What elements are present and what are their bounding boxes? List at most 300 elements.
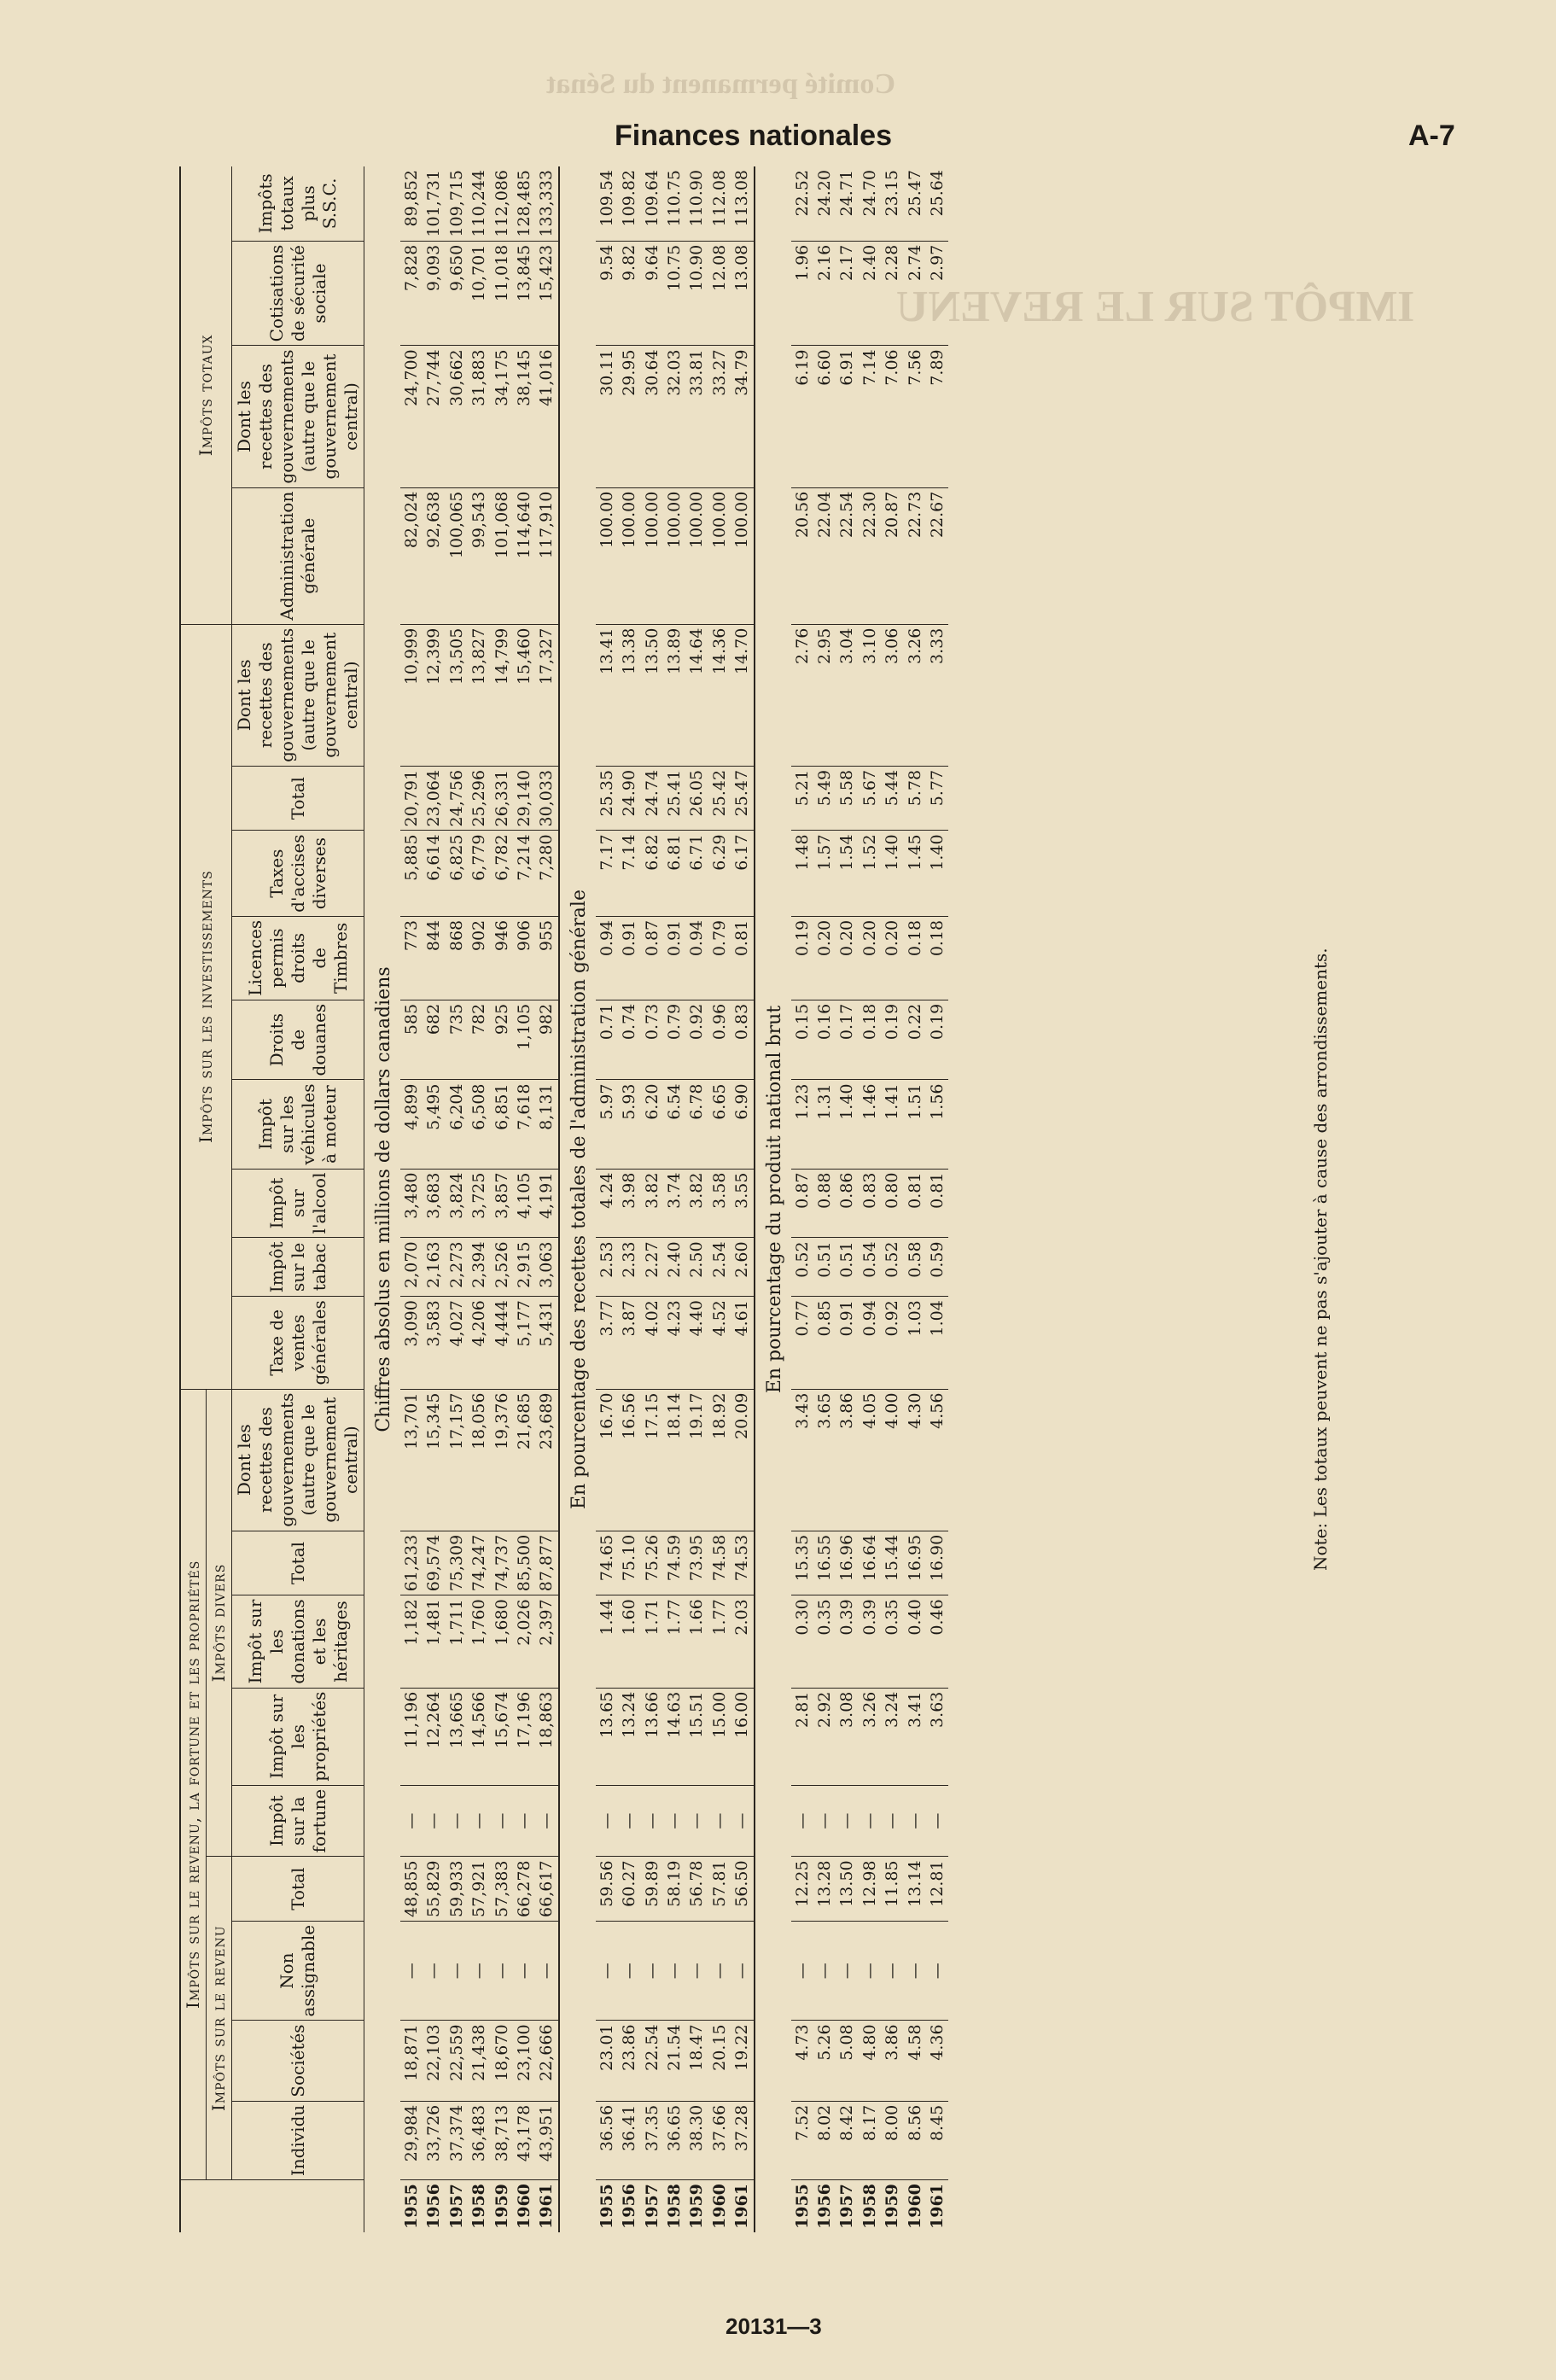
- value-cell: 925: [491, 1000, 513, 1080]
- value-cell: —: [618, 1921, 640, 2021]
- value-cell: 4.52: [708, 1297, 731, 1389]
- value-cell: 34.79: [731, 346, 754, 487]
- table-row: [400, 166, 423, 2232]
- table-row: [535, 166, 558, 2232]
- value-cell: 3,725: [468, 1169, 490, 1238]
- value-cell: 0.91: [836, 1297, 858, 1389]
- value-cell: 844: [423, 916, 445, 1000]
- year-cell: 1959: [687, 2184, 707, 2229]
- value-cell: 13.50: [641, 624, 663, 766]
- value-cell: 56.78: [685, 1857, 708, 1921]
- value-cell: 128,485: [513, 166, 535, 241]
- value-cell: 25.64: [926, 166, 948, 241]
- value-cell: —: [813, 1921, 836, 2021]
- value-cell: 60.27: [618, 1857, 640, 1921]
- value-cell: 33,726: [423, 2101, 445, 2179]
- value-cell: 3.06: [881, 624, 903, 766]
- value-cell: 6.19: [791, 346, 813, 487]
- value-cell: 3.87: [618, 1297, 640, 1389]
- value-cell: 0.58: [904, 1238, 926, 1297]
- value-cell: 4.73: [791, 2021, 813, 2101]
- value-cell: 61,233: [400, 1531, 423, 1595]
- value-cell: 15,423: [535, 241, 558, 346]
- value-cell: 59,933: [446, 1857, 468, 1921]
- value-cell: —: [423, 1785, 445, 1857]
- value-cell: 4.23: [663, 1297, 685, 1389]
- value-cell: 100.00: [596, 487, 618, 624]
- section-header-row: [364, 166, 400, 2232]
- value-cell: —: [446, 1785, 468, 1857]
- value-cell: 1.57: [813, 831, 836, 916]
- value-cell: 1.77: [708, 1595, 731, 1688]
- value-cell: 33.27: [708, 346, 731, 487]
- value-cell: 109.82: [618, 166, 640, 241]
- value-cell: 16.64: [859, 1531, 881, 1595]
- value-cell: 24.20: [813, 166, 836, 241]
- table-row: [491, 166, 513, 2232]
- value-cell: 1.23: [791, 1080, 813, 1169]
- value-cell: 21,685: [513, 1389, 535, 1531]
- value-cell: 12,399: [423, 624, 445, 766]
- value-cell: 14,799: [491, 624, 513, 766]
- value-cell: 2.17: [836, 241, 858, 346]
- value-cell: 100.00: [685, 487, 708, 624]
- value-cell: 1,481: [423, 1595, 445, 1688]
- col-header-fortune: Impôt sur la fortune: [232, 1785, 364, 1857]
- value-cell: 2.53: [596, 1238, 618, 1297]
- value-cell: 2,026: [513, 1595, 535, 1688]
- value-cell: 16.96: [836, 1531, 858, 1595]
- value-cell: 3.74: [663, 1169, 685, 1238]
- year-cell: 1961: [732, 2184, 752, 2229]
- value-cell: 2,163: [423, 1238, 445, 1297]
- value-cell: 6,204: [446, 1080, 468, 1169]
- value-cell: 16.90: [926, 1531, 948, 1595]
- value-cell: 7.14: [859, 346, 881, 487]
- value-cell: 1.60: [618, 1595, 640, 1688]
- value-cell: 7.89: [926, 346, 948, 487]
- value-cell: 1,711: [446, 1595, 468, 1688]
- value-cell: 3.82: [685, 1169, 708, 1238]
- value-cell: 13.08: [731, 241, 754, 346]
- value-cell: 5.44: [881, 766, 903, 830]
- value-cell: 5.49: [813, 766, 836, 830]
- year-cell: 1961: [927, 2184, 947, 2229]
- value-cell: 1.96: [791, 241, 813, 346]
- table-row: [731, 166, 754, 2232]
- value-cell: 13.66: [641, 1688, 663, 1785]
- value-cell: 735: [446, 1000, 468, 1080]
- value-cell: 0.59: [926, 1238, 948, 1297]
- value-cell: —: [731, 1921, 754, 2021]
- value-cell: 3.33: [926, 624, 948, 766]
- section-title: Chiffres absolus en millions de dollars canadiens: [373, 966, 394, 1432]
- value-cell: 0.81: [926, 1169, 948, 1238]
- col-header-total-inv: Total: [232, 766, 364, 830]
- value-cell: 22.67: [926, 487, 948, 624]
- value-cell: 1.40: [836, 1080, 858, 1169]
- value-cell: 0.79: [708, 916, 731, 1000]
- value-cell: 7,828: [400, 241, 423, 346]
- value-cell: 6,508: [468, 1080, 490, 1169]
- value-cell: 74,737: [491, 1531, 513, 1595]
- value-cell: —: [641, 1785, 663, 1857]
- year-cell: 1955: [792, 2184, 812, 2229]
- value-cell: 24.90: [618, 766, 640, 830]
- col-header-societes: Sociétés: [232, 2021, 364, 2101]
- value-cell: —: [926, 1921, 948, 2021]
- value-cell: 57,383: [491, 1857, 513, 1921]
- value-cell: 15,674: [491, 1688, 513, 1785]
- value-cell: —: [813, 1785, 836, 1857]
- value-cell: 5.93: [618, 1080, 640, 1169]
- value-cell: 6.91: [836, 346, 858, 487]
- value-cell: 0.19: [881, 1000, 903, 1080]
- value-cell: 5,177: [513, 1297, 535, 1389]
- value-cell: 17.15: [641, 1389, 663, 1531]
- value-cell: 37.35: [641, 2101, 663, 2179]
- value-cell: 16.00: [731, 1688, 754, 1785]
- table-row: [791, 166, 813, 2232]
- year-cell: 1956: [620, 2184, 639, 2229]
- value-cell: 17,327: [535, 624, 558, 766]
- value-cell: 955: [535, 916, 558, 1000]
- value-cell: 13.41: [596, 624, 618, 766]
- value-cell: 18,871: [400, 2021, 423, 2101]
- value-cell: 3.82: [641, 1169, 663, 1238]
- value-cell: 13.28: [813, 1857, 836, 1921]
- value-cell: 1,105: [513, 1000, 535, 1080]
- value-cell: 41,016: [535, 346, 558, 487]
- value-cell: —: [423, 1921, 445, 2021]
- value-cell: 25.41: [663, 766, 685, 830]
- value-cell: 3.58: [708, 1169, 731, 1238]
- value-cell: 0.73: [641, 1000, 663, 1080]
- value-cell: —: [400, 1785, 423, 1857]
- year-cell: 1960: [514, 2184, 533, 2229]
- value-cell: 0.20: [881, 916, 903, 1000]
- value-cell: 0.74: [618, 1000, 640, 1080]
- value-cell: 6.65: [708, 1080, 731, 1169]
- value-cell: 25.42: [708, 766, 731, 830]
- value-cell: 11.85: [881, 1857, 903, 1921]
- value-cell: 3.55: [731, 1169, 754, 1238]
- value-cell: 0.20: [859, 916, 881, 1000]
- value-cell: 37.66: [708, 2101, 731, 2179]
- value-cell: 3.65: [813, 1389, 836, 1531]
- value-cell: 4.80: [859, 2021, 881, 2101]
- group-header-sur-revenu: Impôts sur le revenu: [207, 1857, 232, 2180]
- value-cell: 100,065: [446, 487, 468, 624]
- value-cell: 13.24: [618, 1688, 640, 1785]
- value-cell: 18.92: [708, 1389, 731, 1531]
- value-cell: 6.60: [813, 346, 836, 487]
- value-cell: 2.27: [641, 1238, 663, 1297]
- table-row: [813, 166, 836, 2232]
- group-header-totaux: Impôts totaux: [180, 166, 232, 624]
- col-header-dont-inv: Dont les recettes des gouvernements (autre que le gouvernement central): [232, 624, 364, 766]
- value-cell: 8.17: [859, 2101, 881, 2179]
- value-cell: 18.14: [663, 1389, 685, 1531]
- value-cell: 14.36: [708, 624, 731, 766]
- value-cell: 3.63: [926, 1688, 948, 1785]
- value-cell: 92,638: [423, 487, 445, 624]
- table-row: [513, 166, 535, 2232]
- value-cell: 22,559: [446, 2021, 468, 2101]
- value-cell: 14,566: [468, 1688, 490, 1785]
- value-cell: 29,140: [513, 766, 535, 830]
- value-cell: 2.74: [904, 241, 926, 346]
- value-cell: 32.03: [663, 346, 685, 487]
- value-cell: —: [513, 1785, 535, 1857]
- value-cell: 4.36: [926, 2021, 948, 2101]
- value-cell: 9,093: [423, 241, 445, 346]
- value-cell: 9,650: [446, 241, 468, 346]
- value-cell: 5.58: [836, 766, 858, 830]
- value-cell: 0.52: [791, 1238, 813, 1297]
- value-cell: 58.19: [663, 1857, 685, 1921]
- value-cell: 66,617: [535, 1857, 558, 1921]
- value-cell: 36.65: [663, 2101, 685, 2179]
- value-cell: 69,574: [423, 1531, 445, 1595]
- value-cell: 87,877: [535, 1531, 558, 1595]
- value-cell: 0.71: [596, 1000, 618, 1080]
- value-cell: 0.52: [881, 1238, 903, 1297]
- value-cell: 0.35: [881, 1595, 903, 1688]
- value-cell: 1,760: [468, 1595, 490, 1688]
- value-cell: 0.91: [618, 916, 640, 1000]
- value-cell: 3,857: [491, 1169, 513, 1238]
- value-cell: 5.97: [596, 1080, 618, 1169]
- value-cell: 30,662: [446, 346, 468, 487]
- value-cell: 66,278: [513, 1857, 535, 1921]
- value-cell: 2.40: [859, 241, 881, 346]
- value-cell: 0.16: [813, 1000, 836, 1080]
- value-cell: 24.71: [836, 166, 858, 241]
- value-cell: 113.08: [731, 166, 754, 241]
- value-cell: 30.64: [641, 346, 663, 487]
- value-cell: 21.54: [663, 2021, 685, 2101]
- value-cell: 1.66: [685, 1595, 708, 1688]
- value-cell: 2.92: [813, 1688, 836, 1785]
- value-cell: —: [708, 1785, 731, 1857]
- rotated-table-container: [179, 166, 1314, 2232]
- value-cell: 30.11: [596, 346, 618, 487]
- value-cell: 13.50: [836, 1857, 858, 1921]
- value-cell: 0.77: [791, 1297, 813, 1389]
- value-cell: 3,063: [535, 1238, 558, 1297]
- value-cell: 2.97: [926, 241, 948, 346]
- value-cell: 682: [423, 1000, 445, 1080]
- value-cell: 22.30: [859, 487, 881, 624]
- value-cell: —: [791, 1921, 813, 2021]
- value-cell: 100.00: [663, 487, 685, 624]
- value-cell: 2.54: [708, 1238, 731, 1297]
- value-cell: 6.71: [685, 831, 708, 916]
- value-cell: 1.04: [926, 1297, 948, 1389]
- value-cell: 0.17: [836, 1000, 858, 1080]
- value-cell: 3.43: [791, 1389, 813, 1531]
- value-cell: 13,845: [513, 241, 535, 346]
- value-cell: 3.86: [881, 2021, 903, 2101]
- table-row: [881, 166, 903, 2232]
- value-cell: 22,103: [423, 2021, 445, 2101]
- value-cell: —: [535, 1785, 558, 1857]
- value-cell: 8.02: [813, 2101, 836, 2179]
- value-cell: 16.55: [813, 1531, 836, 1595]
- value-cell: 982: [535, 1000, 558, 1080]
- value-cell: 23,100: [513, 2021, 535, 2101]
- value-cell: 6.20: [641, 1080, 663, 1169]
- value-cell: 22.73: [904, 487, 926, 624]
- value-cell: 110,244: [468, 166, 490, 241]
- value-cell: 43,951: [535, 2101, 558, 2179]
- value-cell: 0.85: [813, 1297, 836, 1389]
- value-cell: 56.50: [731, 1857, 754, 1921]
- value-cell: 4.40: [685, 1297, 708, 1389]
- value-cell: 2,394: [468, 1238, 490, 1297]
- section-header-row: [559, 166, 596, 2232]
- value-cell: 0.35: [813, 1595, 836, 1688]
- year-cell: 1960: [709, 2184, 729, 2229]
- year-cell: 1959: [883, 2184, 902, 2229]
- value-cell: 36,483: [468, 2101, 490, 2179]
- value-cell: 16.56: [618, 1389, 640, 1531]
- value-cell: 25.47: [904, 166, 926, 241]
- year-cell: 1958: [860, 2184, 879, 2229]
- col-header-dont-adm: Dont les recettes des gouvernements (autre que le gouvernement central): [232, 346, 364, 487]
- value-cell: 74.59: [663, 1531, 685, 1595]
- table-row: [708, 166, 731, 2232]
- value-cell: 0.15: [791, 1000, 813, 1080]
- value-cell: 8.00: [881, 2101, 903, 2179]
- value-cell: 36.56: [596, 2101, 618, 2179]
- value-cell: 12.81: [926, 1857, 948, 1921]
- value-cell: 15.44: [881, 1531, 903, 1595]
- value-cell: 1.41: [881, 1080, 903, 1169]
- value-cell: 75.10: [618, 1531, 640, 1595]
- value-cell: 5.21: [791, 766, 813, 830]
- table-row: [423, 166, 445, 2232]
- table-row: [663, 166, 685, 2232]
- value-cell: —: [904, 1921, 926, 2021]
- value-cell: 23,689: [535, 1389, 558, 1531]
- group-header-revenu-fortune: Impôts sur le revenu, la fortune et les propriétés: [180, 1389, 207, 2180]
- value-cell: 5,885: [400, 831, 423, 916]
- value-cell: 30,033: [535, 766, 558, 830]
- value-cell: 23.15: [881, 166, 903, 241]
- col-header-vehicules: Impôt sur les véhicules à moteur: [232, 1080, 364, 1169]
- table-row: [859, 166, 881, 2232]
- col-header-douanes: Droits de douanes: [232, 1000, 364, 1080]
- value-cell: 22.54: [641, 2021, 663, 2101]
- value-cell: 0.94: [596, 916, 618, 1000]
- value-cell: 0.80: [881, 1169, 903, 1238]
- value-cell: 0.94: [859, 1297, 881, 1389]
- value-cell: 6,782: [491, 831, 513, 916]
- value-cell: 112.08: [708, 166, 731, 241]
- value-cell: 18,670: [491, 2021, 513, 2101]
- value-cell: 99,543: [468, 487, 490, 624]
- value-cell: 4.61: [731, 1297, 754, 1389]
- value-cell: 0.87: [641, 916, 663, 1000]
- value-cell: 101,731: [423, 166, 445, 241]
- col-header-dont-rfp: Dont les recettes des gouvernements (autre que le gouvernement central): [232, 1389, 364, 1531]
- value-cell: —: [400, 1921, 423, 2021]
- value-cell: 5.67: [859, 766, 881, 830]
- value-cell: 6.54: [663, 1080, 685, 1169]
- value-cell: —: [596, 1785, 618, 1857]
- value-cell: 15,460: [513, 624, 535, 766]
- value-cell: 8,131: [535, 1080, 558, 1169]
- col-header-totaux: Impôts totaux plus S.S.C.: [232, 166, 364, 241]
- value-cell: 5,431: [535, 1297, 558, 1389]
- value-cell: 110.90: [685, 166, 708, 241]
- value-cell: 17,157: [446, 1389, 468, 1531]
- value-cell: 20.15: [708, 2021, 731, 2101]
- value-cell: —: [596, 1921, 618, 2021]
- value-cell: 23.86: [618, 2021, 640, 2101]
- value-cell: 36.41: [618, 2101, 640, 2179]
- value-cell: 3.26: [859, 1688, 881, 1785]
- value-cell: 7.14: [618, 831, 640, 916]
- value-cell: 4.05: [859, 1389, 881, 1531]
- value-cell: 55,829: [423, 1857, 445, 1921]
- value-cell: 1.31: [813, 1080, 836, 1169]
- value-cell: 33.81: [685, 346, 708, 487]
- value-cell: 109.54: [596, 166, 618, 241]
- value-cell: 25,296: [468, 766, 490, 830]
- year-cell: 1959: [492, 2184, 511, 2229]
- col-header-donations: Impôt sur les donations et les héritages: [232, 1595, 364, 1688]
- value-cell: 26,331: [491, 766, 513, 830]
- tax-revenue-table: [179, 166, 948, 2232]
- value-cell: 1.45: [904, 831, 926, 916]
- value-cell: 18.47: [685, 2021, 708, 2101]
- value-cell: 2.28: [881, 241, 903, 346]
- value-cell: 13,505: [446, 624, 468, 766]
- page-number: A-7: [1408, 120, 1455, 152]
- value-cell: 117,910: [535, 487, 558, 624]
- value-cell: 0.83: [859, 1169, 881, 1238]
- year-cell: 1958: [469, 2184, 489, 2229]
- value-cell: 0.86: [836, 1169, 858, 1238]
- value-cell: —: [535, 1921, 558, 2021]
- value-cell: 2,070: [400, 1238, 423, 1297]
- col-header-taxe-ventes: Taxe de ventes générales: [232, 1297, 364, 1389]
- value-cell: —: [663, 1785, 685, 1857]
- value-cell: 85,500: [513, 1531, 535, 1595]
- value-cell: 4,105: [513, 1169, 535, 1238]
- value-cell: 100.00: [731, 487, 754, 624]
- value-cell: —: [859, 1785, 881, 1857]
- value-cell: 12.08: [708, 241, 731, 346]
- value-cell: 3,683: [423, 1169, 445, 1238]
- value-cell: 0.81: [731, 916, 754, 1000]
- value-cell: 0.19: [791, 916, 813, 1000]
- value-cell: 7.17: [596, 831, 618, 916]
- table-row: [446, 166, 468, 2232]
- section-title: En pourcentage des recettes totales de l'administration générale: [559, 166, 596, 2232]
- value-cell: —: [859, 1921, 881, 2021]
- col-header-alcool: Impôt sur l'alcool: [232, 1169, 364, 1238]
- value-cell: 0.30: [791, 1595, 813, 1688]
- value-cell: 946: [491, 916, 513, 1000]
- section-header-row: [755, 166, 791, 2232]
- table-row: [618, 166, 640, 2232]
- table-row: [468, 166, 490, 2232]
- value-cell: 3,824: [446, 1169, 468, 1238]
